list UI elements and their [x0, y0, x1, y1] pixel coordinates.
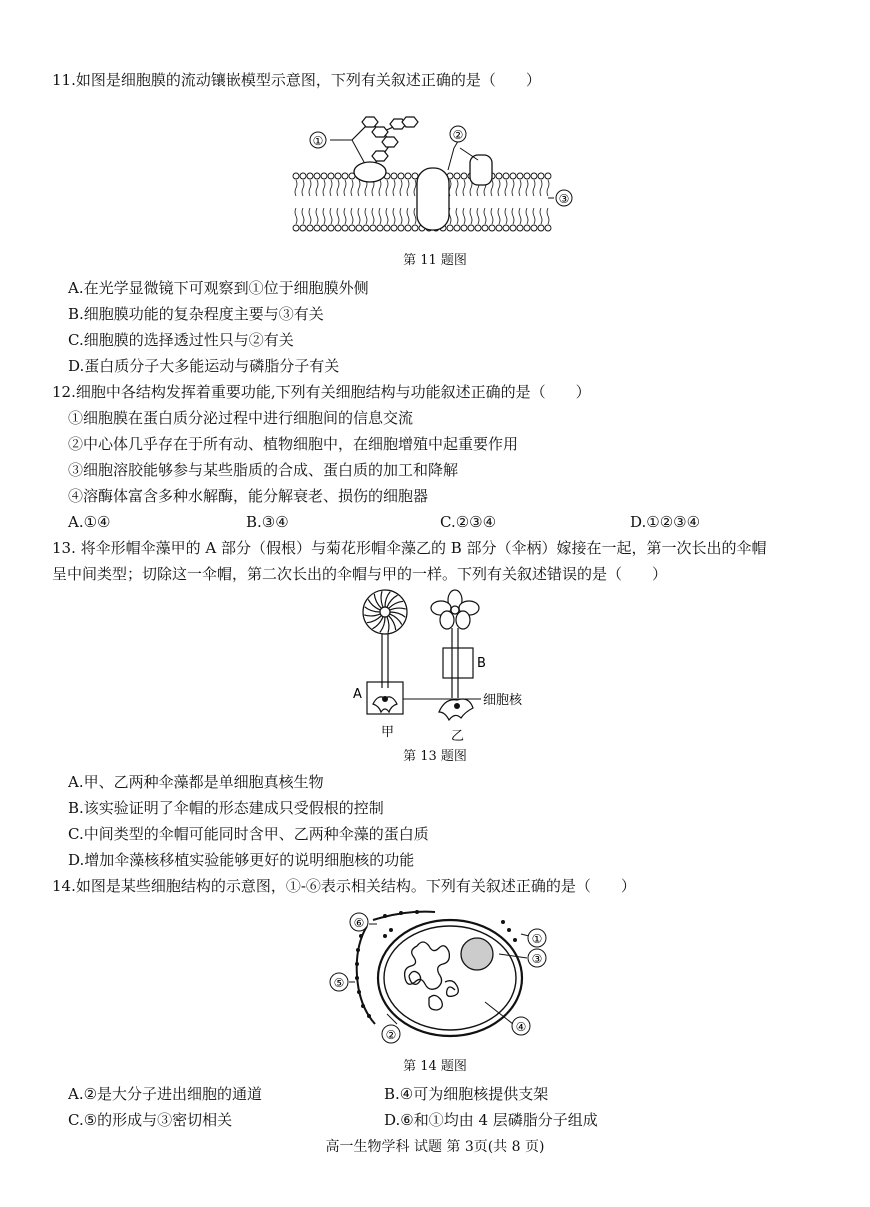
er-membrane-top — [373, 912, 435, 920]
label1-leader2 — [352, 140, 364, 162]
q11-option-c: C.细胞膜的选择透过性只与②有关 — [68, 331, 294, 349]
q14-option-b: B.④可为细胞核提供支架 — [384, 1085, 549, 1103]
page-footer: 高一生物学科 试题 第 3页(共 8 页) — [325, 1139, 545, 1155]
q14-option-a: A.②是大分子进出细胞的通道 — [68, 1085, 263, 1103]
q11-stem: 11.如图是细胞膜的流动镶嵌模型示意图，下列有关叙述正确的是（ ） — [52, 71, 541, 89]
q11-label-3: ③ — [558, 192, 570, 206]
q13-option-b: B.该实验证明了伞帽的形态建成只受假根的控制 — [68, 799, 384, 817]
er-membrane — [357, 926, 375, 1024]
q12-statement-2: ②中心体几乎存在于所有动、植物细胞中，在细胞增殖中起重要作用 — [68, 435, 519, 453]
q13-stem-line1: 13. 将伞形帽伞藻甲的 A 部分（假根）与菊花形帽伞藻乙的 B 部分（伞柄）嫁接在一起，第一次长出的伞帽 — [52, 539, 767, 557]
q13-label-nucleus: 细胞核 — [483, 693, 523, 708]
q12-statement-4: ④溶酶体富含多种水解酶，能分解衰老、损伤的细胞器 — [68, 487, 429, 505]
umbrella-cap — [363, 590, 407, 634]
q14-label-5: ⑤ — [333, 976, 345, 990]
peripheral-protein — [354, 162, 386, 182]
label2-leader3 — [448, 148, 454, 170]
q13-label-a: A — [353, 687, 362, 702]
q12-option-b: B.③④ — [246, 513, 289, 531]
q13-label-b: B — [477, 656, 486, 671]
q13-acetabularia-figure — [345, 586, 545, 746]
q13-caption: 第 13 题图 — [403, 749, 467, 764]
q11-option-a: A.在光学显微镜下可观察到①位于细胞膜外侧 — [68, 279, 369, 297]
flower-cap — [431, 590, 479, 629]
q11-caption: 第 11 题图 — [403, 253, 467, 268]
q13-label-jia: 甲 — [381, 725, 395, 740]
q14-label-2: ② — [385, 1028, 397, 1042]
q14-option-c: C.⑤的形成与③密切相关 — [68, 1111, 233, 1129]
label2-leader2 — [460, 148, 478, 160]
q11-option-b: B.细胞膜功能的复杂程度主要与③有关 — [68, 305, 324, 323]
nucleolus — [461, 938, 493, 970]
q14-label-4: ④ — [515, 1020, 527, 1034]
q13-label-yi: 乙 — [451, 729, 465, 744]
q11-label-1: ① — [312, 134, 324, 148]
rhizoid-yi — [439, 699, 473, 720]
q14-caption: 第 14 题图 — [403, 1059, 467, 1074]
protein-2 — [470, 155, 492, 185]
q12-option-c: C.②③④ — [440, 513, 497, 531]
q11-option-d: D.蛋白质分子大多能运动与磷脂分子有关 — [68, 357, 340, 375]
q14-nucleus-figure — [325, 906, 565, 1054]
q14-label-3: ③ — [531, 952, 543, 966]
q13-stem-line2: 呈中间类型；切除这一伞帽，第二次长出的伞帽与甲的一样。下列有关叙述错误的是（ ） — [52, 565, 668, 583]
integral-protein — [417, 168, 449, 230]
q13-option-a: A.甲、乙两种伞藻都是单细胞真核生物 — [68, 773, 324, 791]
nucleus-yi — [454, 703, 460, 709]
nucleus-jia — [382, 696, 388, 702]
q12-statement-3: ③细胞溶胶能够参与某些脂质的合成、蛋白质的加工和降解 — [68, 461, 459, 479]
nuclear-envelope-inner — [384, 926, 516, 1030]
q12-stem: 12.细胞中各结构发挥着重要功能,下列有关细胞结构与功能叙述正确的是（ ） — [52, 383, 591, 401]
q14-label-1: ① — [531, 932, 543, 946]
chromatin-b — [429, 981, 458, 1010]
q13-option-c: C.中间类型的伞帽可能同时含甲、乙两种伞藻的蛋白质 — [68, 825, 429, 843]
q12-statement-1: ①细胞膜在蛋白质分泌过程中进行细胞间的信息交流 — [68, 409, 414, 427]
q11-membrane-figure — [290, 110, 590, 240]
q14-stem: 14.如图是某些细胞结构的示意图，①-⑥表示相关结构。下列有关叙述正确的是（ ） — [52, 877, 636, 895]
q11-label-2: ② — [452, 128, 464, 142]
q13-option-d: D.增加伞藻核移植实验能够更好的说明细胞核的功能 — [68, 851, 415, 869]
q14-option-d: D.⑥和①均由 4 层磷脂分子组成 — [384, 1111, 598, 1129]
q14-label-6: ⑥ — [353, 916, 365, 930]
nuclear-envelope-outer — [378, 920, 522, 1036]
q12-option-a: A.①④ — [68, 513, 111, 531]
q12-option-d: D.①②③④ — [630, 513, 701, 531]
